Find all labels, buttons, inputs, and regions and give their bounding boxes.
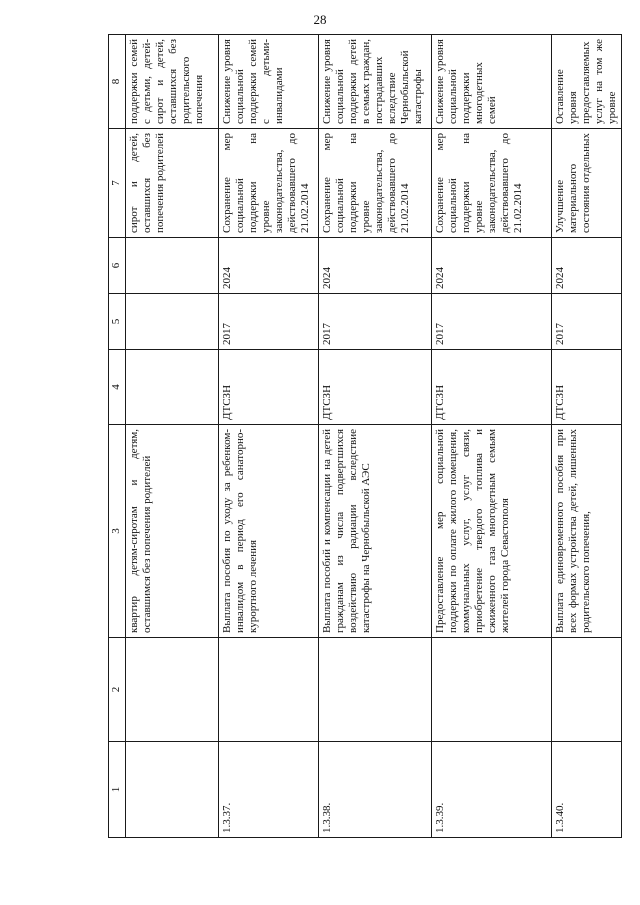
start-year: 2017 bbox=[319, 294, 432, 350]
table-row bbox=[126, 35, 219, 838]
table-row bbox=[319, 35, 432, 838]
column-header: 5 bbox=[109, 294, 126, 350]
executor: ДТСЗН bbox=[552, 350, 622, 425]
page-number: 28 bbox=[313, 12, 327, 27]
empty-cell bbox=[219, 638, 319, 742]
column-header: 7 bbox=[109, 129, 126, 238]
consequence: Снижение уровня социальной поддержки семей с детьми-инвалидами bbox=[219, 35, 319, 129]
item-number: 1.3.39. bbox=[432, 742, 552, 838]
item-number: 1.3.40. bbox=[552, 742, 622, 838]
table-row bbox=[219, 35, 319, 838]
end-year: 2024 bbox=[432, 238, 552, 294]
end-year: 2024 bbox=[319, 238, 432, 294]
column-header: 1 bbox=[109, 742, 126, 838]
column-number-row bbox=[109, 35, 126, 838]
end-year: 2024 bbox=[219, 238, 319, 294]
consequence: поддержки семей с детьми, детей-сирот и детей, оставшихся без родительского попечения bbox=[126, 35, 219, 129]
executor bbox=[126, 350, 219, 425]
consequence: Снижение уровня социальной поддержки детей в семьях граждан, пострадавших вследствие Чернобыльской катастрофы bbox=[319, 35, 432, 129]
column-header: 4 bbox=[109, 350, 126, 425]
start-year: 2017 bbox=[219, 294, 319, 350]
table-row bbox=[552, 35, 622, 838]
table-row bbox=[432, 35, 552, 838]
measure-name: Предоставление мер социальной поддержки по оплате жилого помещения, коммунальных услуг, услуг связи, приобретение твердого топлива и сжиженного газа многодетным семьям жителей города Севастополя bbox=[432, 425, 552, 638]
item-number bbox=[126, 742, 219, 838]
start-year: 2017 bbox=[432, 294, 552, 350]
consequence: Снижение уровня социальной поддержки многодетных семей bbox=[432, 35, 552, 129]
table-rotated-content bbox=[108, 35, 618, 838]
measure-name: Выплата пособий и компенсации на детей гражданам из числа подвергшихся воздействию радиации вследствие катастрофы на Чернобыльской АЭС bbox=[319, 425, 432, 638]
executor: ДТСЗН bbox=[432, 350, 552, 425]
item-number: 1.3.37. bbox=[219, 742, 319, 838]
column-header: 8 bbox=[109, 35, 126, 129]
empty-cell bbox=[319, 638, 432, 742]
column-header: 2 bbox=[109, 638, 126, 742]
empty-cell bbox=[432, 638, 552, 742]
column-header: 3 bbox=[109, 425, 126, 638]
executor: ДТСЗН bbox=[219, 350, 319, 425]
measures-table bbox=[108, 34, 622, 838]
expected-result: Улучшение материального состояния отдельных bbox=[552, 129, 622, 238]
expected-result: Сохранение мер социальной поддержки на уровне законодательства, действовавшего до 21.02.2014 bbox=[219, 129, 319, 238]
measure-name: Выплата единовременного пособия при всех формах устройства детей, лишенных родительского попечения, bbox=[552, 425, 622, 638]
empty-cell bbox=[126, 638, 219, 742]
rotated-table-area bbox=[108, 35, 618, 838]
expected-result: Сохранение мер социальной поддержки на уровне законодательства, действовавшего до 21.02.2014 bbox=[432, 129, 552, 238]
empty-cell bbox=[552, 638, 622, 742]
end-year bbox=[126, 238, 219, 294]
measure-name: квартир детям-сиротам и детям, оставшимся без попечения родителей bbox=[126, 425, 219, 638]
column-header: 6 bbox=[109, 238, 126, 294]
start-year: 2017 bbox=[552, 294, 622, 350]
executor: ДТСЗН bbox=[319, 350, 432, 425]
measure-name: Выплата пособия по уходу за ребенком-инвалидом в период его санаторно-курортного лечения bbox=[219, 425, 319, 638]
start-year bbox=[126, 294, 219, 350]
consequence: Оставление уровня предоставляемых услуг на том же уровне bbox=[552, 35, 622, 129]
end-year: 2024 bbox=[552, 238, 622, 294]
expected-result: сирот и детей, оставшихся без попечения родителей bbox=[126, 129, 219, 238]
item-number: 1.3.38. bbox=[319, 742, 432, 838]
expected-result: Сохранение мер социальной поддержки на уровне законодательства, действовавшего до 21.02.2014 bbox=[319, 129, 432, 238]
